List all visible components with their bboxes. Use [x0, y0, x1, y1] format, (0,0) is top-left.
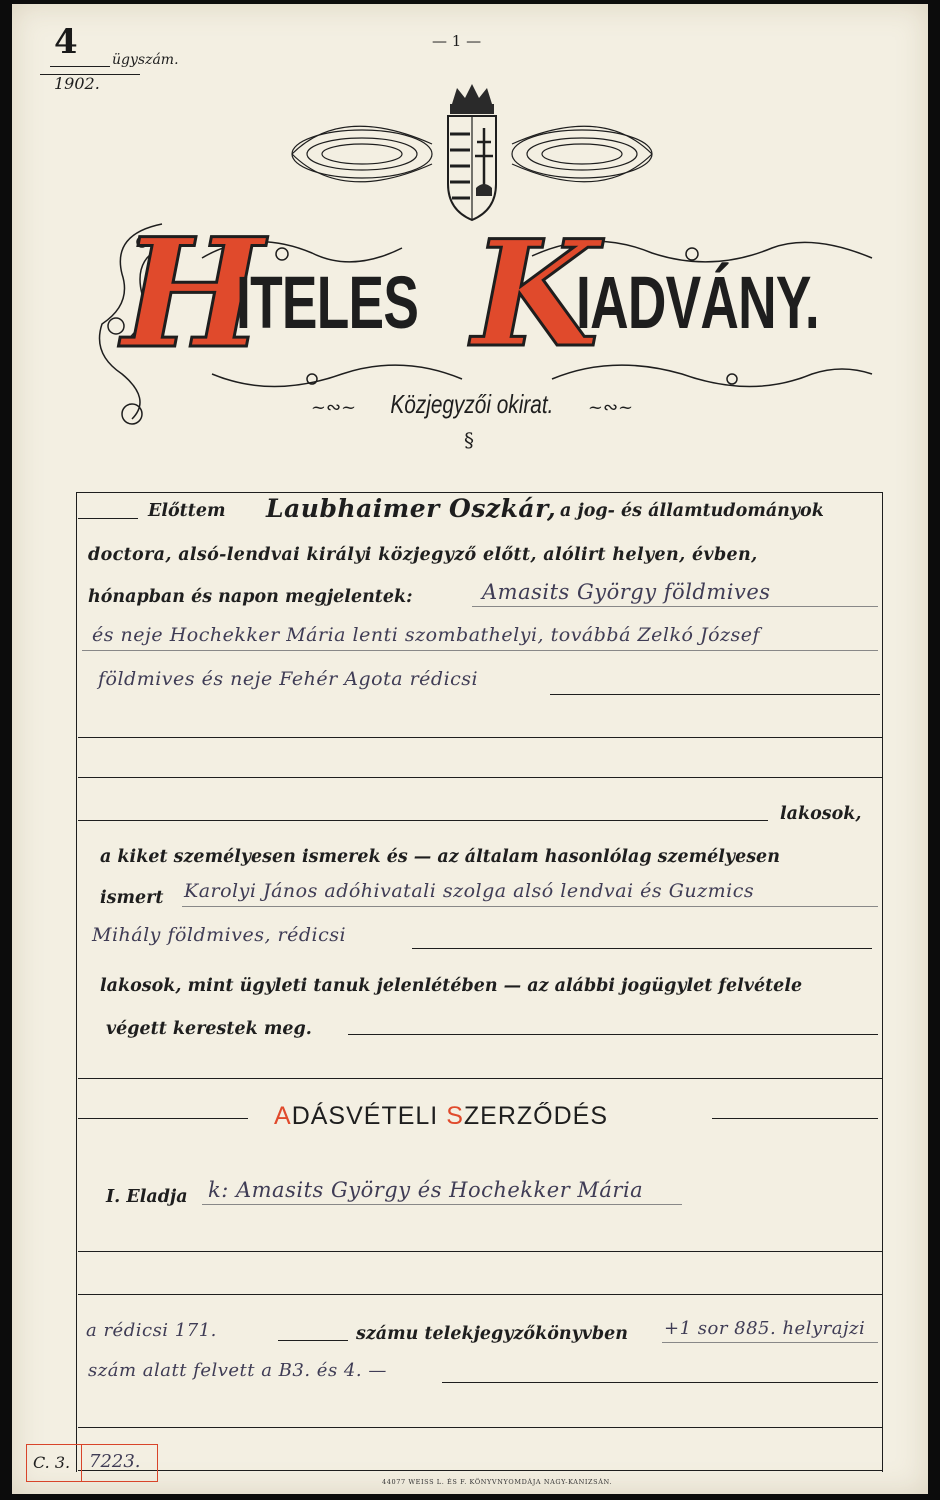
- seller-label: I. Eladja: [106, 1187, 188, 1207]
- witnesses-presence-line: lakosok, mint ügyleti tanuk jelenlétében — az alábbi jogügylet felvétele: [100, 976, 803, 996]
- subtitle-ornament-icon: §: [464, 428, 474, 452]
- page-number-value: 1: [451, 32, 462, 50]
- year-value: 1902.: [54, 74, 100, 93]
- before-me-label: Előttem: [148, 501, 226, 521]
- contract-heading: [274, 1102, 608, 1131]
- subtitle-row: [302, 389, 642, 429]
- contract-heading-word-2: ZERZŐDÉS: [463, 1102, 609, 1130]
- form-top-border: [76, 492, 882, 493]
- registry-village: a rédicsi 171.: [86, 1320, 217, 1341]
- title-word-1: ITELES: [236, 261, 419, 344]
- registry-line-2: szám alatt felvett a B3. és 4. —: [88, 1360, 387, 1381]
- title-initial-k: K: [472, 209, 599, 380]
- contract-heading-initial-1: A: [274, 1102, 292, 1130]
- printer-imprint: 44077 WEISS L. ÉS F. KÖNYVNYOMDÁJA NAGY-KANIZSÁN.: [382, 1478, 613, 1486]
- witness-line-1: Karolyi János adóhivatali szolga alsó lendvai és Guzmics: [184, 880, 755, 902]
- flourish-left-icon: ~∾~: [310, 397, 357, 418]
- notary-title-line-1: a jog- és államtudományok: [560, 501, 824, 521]
- known-label: ismert: [100, 888, 164, 908]
- form-right-border: [882, 492, 883, 1472]
- witness-line-2: Mihály földmives, rédicsi: [92, 924, 347, 946]
- reference-number: 7223.: [89, 1451, 141, 1472]
- coat-of-arms-emblem: [282, 84, 662, 224]
- contract-heading-initial-2: S: [446, 1102, 464, 1130]
- reference-box: [26, 1444, 158, 1482]
- registry-label: számu telekjegyzőkönyvben: [356, 1324, 629, 1344]
- title-initial-h: H: [122, 206, 264, 382]
- reference-series: C. 3.: [33, 1453, 71, 1472]
- subtitle-text: Közjegyzői okirat.: [390, 389, 554, 419]
- form-left-border: [76, 492, 77, 1472]
- known-persons-line: a kiket személyesen ismerek és — az általam hasonlólag személyesen: [100, 847, 780, 867]
- document-page: [12, 4, 928, 1494]
- case-number-label: ügyszám.: [112, 52, 179, 68]
- flourish-right-icon: ~∾~: [587, 397, 634, 418]
- requested-line: végett kerestek meg.: [106, 1019, 312, 1039]
- page-number: — 1 —: [432, 32, 482, 50]
- appearance-label: hónapban és napon megjelentek:: [88, 587, 413, 607]
- case-number-block: [40, 22, 210, 92]
- registry-value: +1 sor 885. helyrajzi: [664, 1318, 866, 1339]
- party-line-2: és neje Hochekker Mária lenti szombathelyi, továbbá Zelkó József: [92, 624, 761, 646]
- notary-name: Laubhaimer Oszkár,: [266, 494, 557, 523]
- residents-label-1: lakosok,: [780, 804, 862, 824]
- contract-heading-word-1: DÁSVÉTELI: [291, 1102, 439, 1130]
- notary-title-line-2: doctora, alsó-lendvai királyi közjegyző előtt, alólirt helyen, évben,: [88, 545, 758, 565]
- party-line-1: Amasits György földmives: [482, 580, 771, 604]
- seller-value: k: Amasits György és Hochekker Mária: [208, 1178, 644, 1202]
- title-word-2: IADVÁNY.: [576, 261, 819, 344]
- party-line-3: földmives és neje Fehér Agota rédicsi: [98, 668, 479, 690]
- case-number-value: 4: [54, 22, 78, 62]
